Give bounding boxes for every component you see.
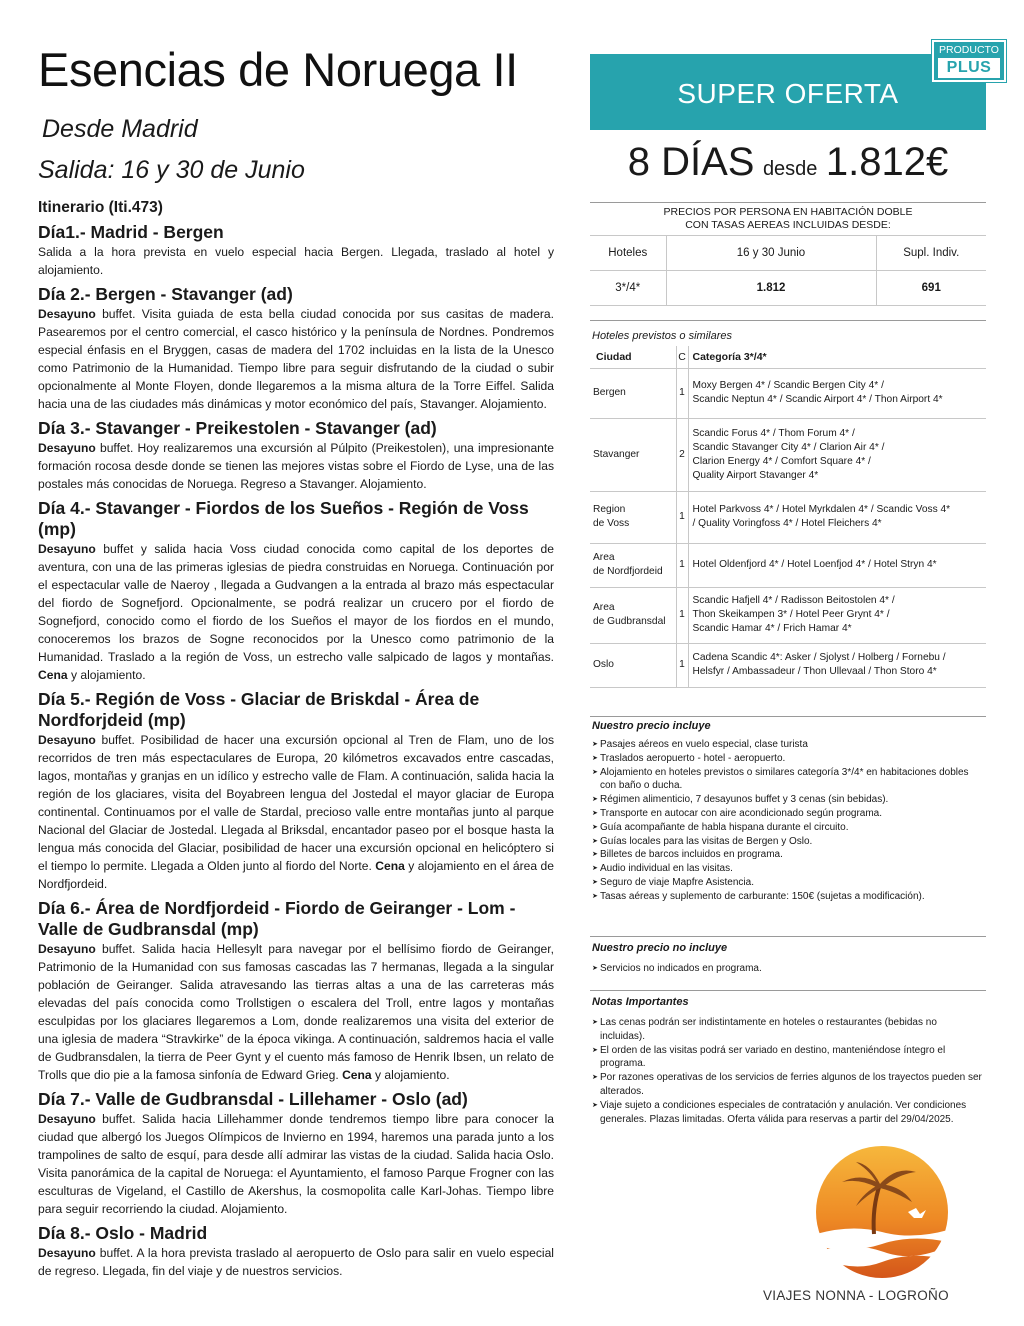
day-title: Día 8.- Oslo - Madrid: [38, 1222, 208, 1243]
city-cell: [590, 543, 676, 587]
city-name: de Gudbransdal: [593, 616, 666, 627]
day-bold: Cena: [38, 667, 68, 682]
day-description: [38, 940, 554, 1084]
hotel-line: Scandic Forus 4* / Thom Forum 4* /: [692, 427, 855, 439]
table-row: [590, 418, 986, 491]
day-bold: Cena: [342, 1067, 372, 1082]
hotels-cell: [688, 543, 986, 587]
table-header-cell: 16 y 30 Junio: [666, 236, 876, 271]
day-item: [38, 222, 554, 279]
hotels-cell: [688, 418, 986, 491]
hotels-table: [590, 346, 986, 688]
badge-bottom-label: PLUS: [938, 58, 1000, 78]
day-lead: Desayuno: [38, 732, 96, 747]
day-lead: Desayuno: [38, 306, 96, 321]
itinerary-column: [38, 43, 554, 1285]
includes-list: [592, 738, 982, 904]
city-cell: [590, 643, 676, 687]
excludes-list: [592, 962, 982, 976]
list-item: ➤ Viaje sujeto a condiciones especiales de contratación y anulación. Ver condiciones generales. Plazas limitadas. Oferta válida para reservas a partir del 29/04/2025.: [592, 1099, 982, 1127]
hotel-line: Moxy Bergen 4* / Scandic Bergen City 4* /: [692, 380, 884, 391]
day-title: Día1.- Madrid - Bergen: [38, 221, 224, 242]
departure-dates: Salida: 16 y 30 de Junio: [38, 156, 305, 184]
notes-list: [592, 1016, 982, 1126]
hotels-cell: [688, 587, 986, 643]
city-name: Area: [593, 602, 615, 613]
day-title: Día 7.- Valle de Gudbransdal - Lillehamer - Oslo (ad): [38, 1088, 468, 1109]
day-lead: Desayuno: [38, 440, 96, 455]
day-description: [38, 243, 554, 279]
hotel-line: / Quality Voringfoss 4* / Hotel Fleichers 4*: [692, 518, 882, 529]
price-table: [590, 235, 986, 306]
divider: [590, 716, 986, 717]
day-text: buffet y salida hacia Voss ciudad conocida como capital de los deportes de aventura, con una de las primeras iglesias de piedra construidas en Noruega. Continuación por el espectacular valle de Naeroy , llegada a Gudvangen a la entrada al brazo más espectacular del fiordo de Sognefjord. Opcionalmente, se podrá realizar un crucero por el fiordo de Sognefjord, conocido como el fiordo de los Sueños el mayor de los fiordos en el mundo, conoceremos los brazos de Sogne reconocidos por la Unesco como patrimonio de la Humanidad. Traslado a la región de Voss, un estrecho valle salpicado de lagos y montañas.: [38, 541, 554, 664]
city-name: Oslo: [593, 659, 614, 670]
day-lead: Desayuno: [38, 1111, 96, 1126]
day-text: Salida a la hora prevista en vuelo especial hacia Bergen. Llegada, traslado al hotel y alojamiento.: [38, 244, 554, 277]
day-title: Día 4.- Stavanger - Fiordos de los Sueños - Región de Voss (mp): [38, 497, 529, 539]
day-title: Día 5.- Región de Voss - Glaciar de Briskdal - Área de Nordforjdeid (mp): [38, 688, 480, 730]
list-item: ➤ Audio individual en las visitas.: [592, 862, 982, 876]
price-amount: 1.812€: [825, 140, 949, 184]
excludes-title: Nuestro precio no incluye: [592, 942, 728, 954]
price-from-label: desde: [762, 158, 818, 180]
day-item: [38, 498, 554, 684]
producto-plus-badge: [932, 40, 1006, 82]
city-name: Stavanger: [593, 448, 640, 460]
day-item: [38, 418, 554, 493]
table-header-cell: Supl. Indiv.: [876, 236, 986, 271]
hotel-line: Hotel Parkvoss 4* / Hotel Myrkdalen 4* / Scandic Voss 4*: [692, 504, 951, 515]
table-header-cell: Ciudad: [590, 346, 676, 368]
table-cell: 1.812: [666, 271, 876, 306]
table-row: [590, 543, 986, 587]
day-item: [38, 1089, 554, 1218]
day-text: buffet. Visita guiada de esta bella ciudad conocida por sus casitas de madera. Pasearemos por el centro comercial, el casco histórico y la península de Nordnes. Pondremos especial énfasis en el Bryggen, casas de madera del 1702 incluidas en la lista de la Unesco como Patrimonio de la Humanidad. Tiempo libre para seguir disfrutando de la ciudad o subir opcionalmente al Monte Floyen, donde llegaremos a la misma altura de la Torre Eiffel. Salida hacia una de las ciudades más dinámicas y motor económico del país, Stavanger. Alojamiento.: [38, 306, 554, 411]
list-item: ➤ Servicios no indicados en programa.: [592, 962, 982, 976]
day-item: [38, 689, 554, 893]
price-note: [590, 206, 986, 232]
hotel-line: Scandic Hafjell 4* / Radisson Beitostolen 4* /: [692, 595, 895, 606]
list-item: ➤ Guía acompañante de habla hispana durante el circuito.: [592, 821, 982, 835]
day-description: [38, 439, 554, 493]
list-item: ➤ El orden de las visitas podrá ser variado en destino, manteniéndose íntegro el programa.: [592, 1044, 982, 1072]
day-item: [38, 284, 554, 413]
divider: [590, 990, 986, 991]
itinerary-code: Itinerario (Iti.473): [38, 199, 163, 216]
city-name: de Voss: [593, 518, 630, 529]
day-tail: y alojamiento.: [371, 1067, 450, 1082]
hotels-caption: Hoteles previstos o similares: [592, 330, 732, 342]
hotels-cell: [688, 368, 986, 418]
list-item: ➤ Las cenas podrán ser indistintamente en hoteles o restaurantes (bebidas no incluidas).: [592, 1016, 982, 1044]
city-name: Region: [593, 504, 626, 515]
agency-name: VIAJES NONNA - LOGROÑO: [763, 1288, 949, 1303]
list-item: ➤ Alojamiento en hoteles previstos o similares categoría 3*/4* en habitaciones dobles con baño o ducha.: [592, 766, 982, 794]
page-title: Esencias de Noruega II: [38, 43, 518, 96]
list-item: ➤ Transporte en autocar con aire acondicionado según programa.: [592, 807, 982, 821]
nights-cell: 1: [676, 368, 688, 418]
day-tail: y alojamiento en el área de Nordfjordeid.: [38, 858, 554, 891]
table-cell: 691: [876, 271, 986, 306]
day-title: Día 2.- Bergen - Stavanger (ad): [38, 283, 293, 304]
day-lead: Desayuno: [38, 941, 96, 956]
day-description: [38, 305, 554, 413]
day-list: [38, 222, 554, 1280]
hotel-line: Thon Skeikampen 3* / Hotel Peer Grynt 4* /: [692, 609, 890, 620]
day-text: buffet. Salida hacia Hellesylt para navegar por el bellísimo fiordo de Geiranger, Patrimonio de la Humanidad con sus famosas cascadas las 7 hermanas, llegada a la singular población de Geiranger. Salida atravesando las tierras altas a una de las carreteras más elevadas del país conocida como Trollstigen o escalera del Troll, entre lagos y montañas esculpidas por los glaciares llegaremos a Lom, donde realizaremos una visita del exterior de una iglesia de madera “Stravkirke” de la época vikinga. A continuación, saldremos hacia el valle de Gudbransdalen, la tierra de Peer Gynt y el cuento más famoso de Henrik Ibsen, un relato de Trolls que dio pie a la famosa sinfonía de Edward Grieg.: [38, 941, 554, 1082]
city-name: Bergen: [593, 387, 626, 398]
city-name: de Nordfjordeid: [593, 566, 663, 577]
hotels-cell: [688, 643, 986, 687]
table-header-row: [590, 346, 986, 368]
hotel-line: Hotel Oldenfjord 4* / Hotel Loenfjod 4* / Hotel Stryn 4*: [692, 559, 937, 570]
nights-cell: 1: [676, 491, 688, 543]
city-cell: [590, 491, 676, 543]
table-row: [590, 368, 986, 418]
table-cell: 3*/4*: [590, 271, 666, 306]
day-text: buffet. Posibilidad de hacer una excursión opcional al Tren de Flam, uno de los recorridos de tren más espectaculares de Europa, 20 kilómetros excavados entre cascadas, lagos, montañas y granjas en un idílico y estrecho valle de Flam. A continuación, salida hacia la región de los glaciares, visita del Boyabreen lengua del Jostedal el mayor glaciar de Europa continental. Continuamos por el valle de Stardal, precioso valle entre montañas junto al parque Nacional del Glaciar de Jostedal. Llegada al Briksdal, encantador paseo por el bosque hasta la lengua más conocida del Glaciar, posibilidad de hacer una excursión opcional en helicóptero si el tiempo lo permite. Llegada a Olden junto al fiordo del Norte.: [38, 732, 554, 873]
hotel-line: Scandic Hamar 4* / Frich Hamar 4*: [692, 623, 852, 634]
hotels-cell: [688, 491, 986, 543]
hotel-line: Helsfyr / Ambassadeur / Thon Ullevaal / Thon Storo 4*: [692, 666, 937, 677]
nights-cell: 2: [676, 418, 688, 491]
divider: [590, 320, 986, 321]
table-header-cell: C: [676, 346, 688, 368]
table-row: [590, 643, 986, 687]
list-item: ➤ Régimen alimenticio, 7 desayunos buffet y 3 cenas (sin bebidas).: [592, 793, 982, 807]
list-item: ➤ Tasas aéreas y suplemento de carburante: 150€ (sujetas a modificación).: [592, 890, 982, 904]
day-description: [38, 1110, 554, 1218]
table-row: [590, 271, 986, 306]
city-name: Area: [593, 552, 615, 563]
day-item: [38, 898, 554, 1084]
day-description: [38, 1244, 554, 1280]
day-description: [38, 731, 554, 893]
hotel-line: Clarion Energy 4* / Comfort Square 4* /: [692, 455, 871, 467]
day-title: Día 6.- Área de Nordfjordeid - Fiordo de Geiranger - Lom - Valle de Gudbransdal (mp): [38, 897, 516, 939]
table-header-row: [590, 236, 986, 271]
table-row: [590, 587, 986, 643]
table-header-cell: Categoría 3*/4*: [688, 346, 986, 368]
price-note-line: PRECIOS POR PERSONA EN HABITACIÓN DOBLE: [663, 206, 913, 218]
day-lead: Desayuno: [38, 541, 96, 556]
departure-city: Desde Madrid: [42, 115, 198, 143]
price-note-line: CON TASAS AEREAS INCLUIDAS DESDE:: [685, 219, 891, 231]
day-text: buffet. Hoy realizaremos una excursión al Púlpito (Preikestolen), una impresionante formación rocosa desde donde se tienen las mejores vistas sobre el Fiordo de Lyse, una de las postales más conocidas de Noruega. Regreso a Stavanger. Alojamiento.: [38, 440, 554, 491]
list-item: ➤ Pasajes aéreos en vuelo especial, clase turista: [592, 738, 982, 752]
divider: [590, 202, 986, 203]
list-item: ➤ Guías locales para las visitas de Bergen y Oslo.: [592, 835, 982, 849]
day-bold: Cena: [375, 858, 405, 873]
includes-title: Nuestro precio incluye: [592, 720, 711, 732]
hotel-line: Quality Airport Stavanger 4*: [692, 469, 819, 481]
list-item: ➤ Seguro de viaje Mapfre Asistencia.: [592, 876, 982, 890]
day-tail: y alojamiento.: [67, 667, 146, 682]
day-text: buffet. A la hora prevista traslado al aeropuerto de Oslo para salir en vuelo especial de regreso. Llegada, fin del viaje y de nuestros servicios.: [38, 1245, 554, 1278]
nights-cell: 1: [676, 643, 688, 687]
city-cell: [590, 368, 676, 418]
trip-duration: 8 DÍAS: [627, 140, 755, 184]
nights-cell: 1: [676, 587, 688, 643]
super-offer-text: SUPER OFERTA: [677, 78, 899, 109]
hotel-line: Scandic Stavanger City 4* / Clarion Air 4* /: [692, 441, 885, 453]
hotel-line: Cadena Scandic 4*: Asker / Sjolyst / Holberg / Fornebu /: [692, 652, 946, 663]
palm-tree-sunset-logo: [812, 1142, 952, 1282]
divider: [590, 936, 986, 937]
list-item: ➤ Por razones operativas de los servicios de ferries algunos de los trayectos pueden ser alterados.: [592, 1071, 982, 1099]
nights-cell: 1: [676, 543, 688, 587]
headline-price: [590, 142, 986, 182]
day-description: [38, 540, 554, 684]
city-cell: [590, 587, 676, 643]
notes-title: Notas Importantes: [592, 996, 689, 1008]
super-offer-banner: [590, 54, 986, 130]
table-header-cell: Hoteles: [590, 236, 666, 271]
hotel-line: Scandic Neptun 4* / Scandic Airport 4* / Thon Airport 4*: [692, 394, 943, 405]
badge-top-label: PRODUCTO: [939, 44, 999, 56]
list-item: ➤ Traslados aeropuerto - hotel - aeropuerto.: [592, 752, 982, 766]
day-item: [38, 1223, 554, 1280]
list-item: ➤ Billetes de barcos incluidos en programa.: [592, 848, 982, 862]
day-text: buffet. Salida hacia Lillehammer donde tendremos tiempo libre para conocer la ciudad que albergó los Juegos Olímpicos de Invierno en 1994, haremos una parada junto a los trampolines de salto de esquí, para desde allí admirar las vistas de la ciudad. Salida hacia Oslo. Visita panorámica de la capital de Noruega: el Ayuntamiento, el famoso Parque Frogner con las esculturas de Vigeland, el Castillo de Akershus, la cosmopolita calle Karl-Johas. Tiempo libre para seguir recorriendo la ciudad. Alojamiento.: [38, 1111, 554, 1216]
day-lead: Desayuno: [38, 1245, 96, 1260]
day-title: Día 3.- Stavanger - Preikestolen - Stavanger (ad): [38, 417, 437, 438]
table-row: [590, 491, 986, 543]
city-cell: [590, 418, 676, 491]
